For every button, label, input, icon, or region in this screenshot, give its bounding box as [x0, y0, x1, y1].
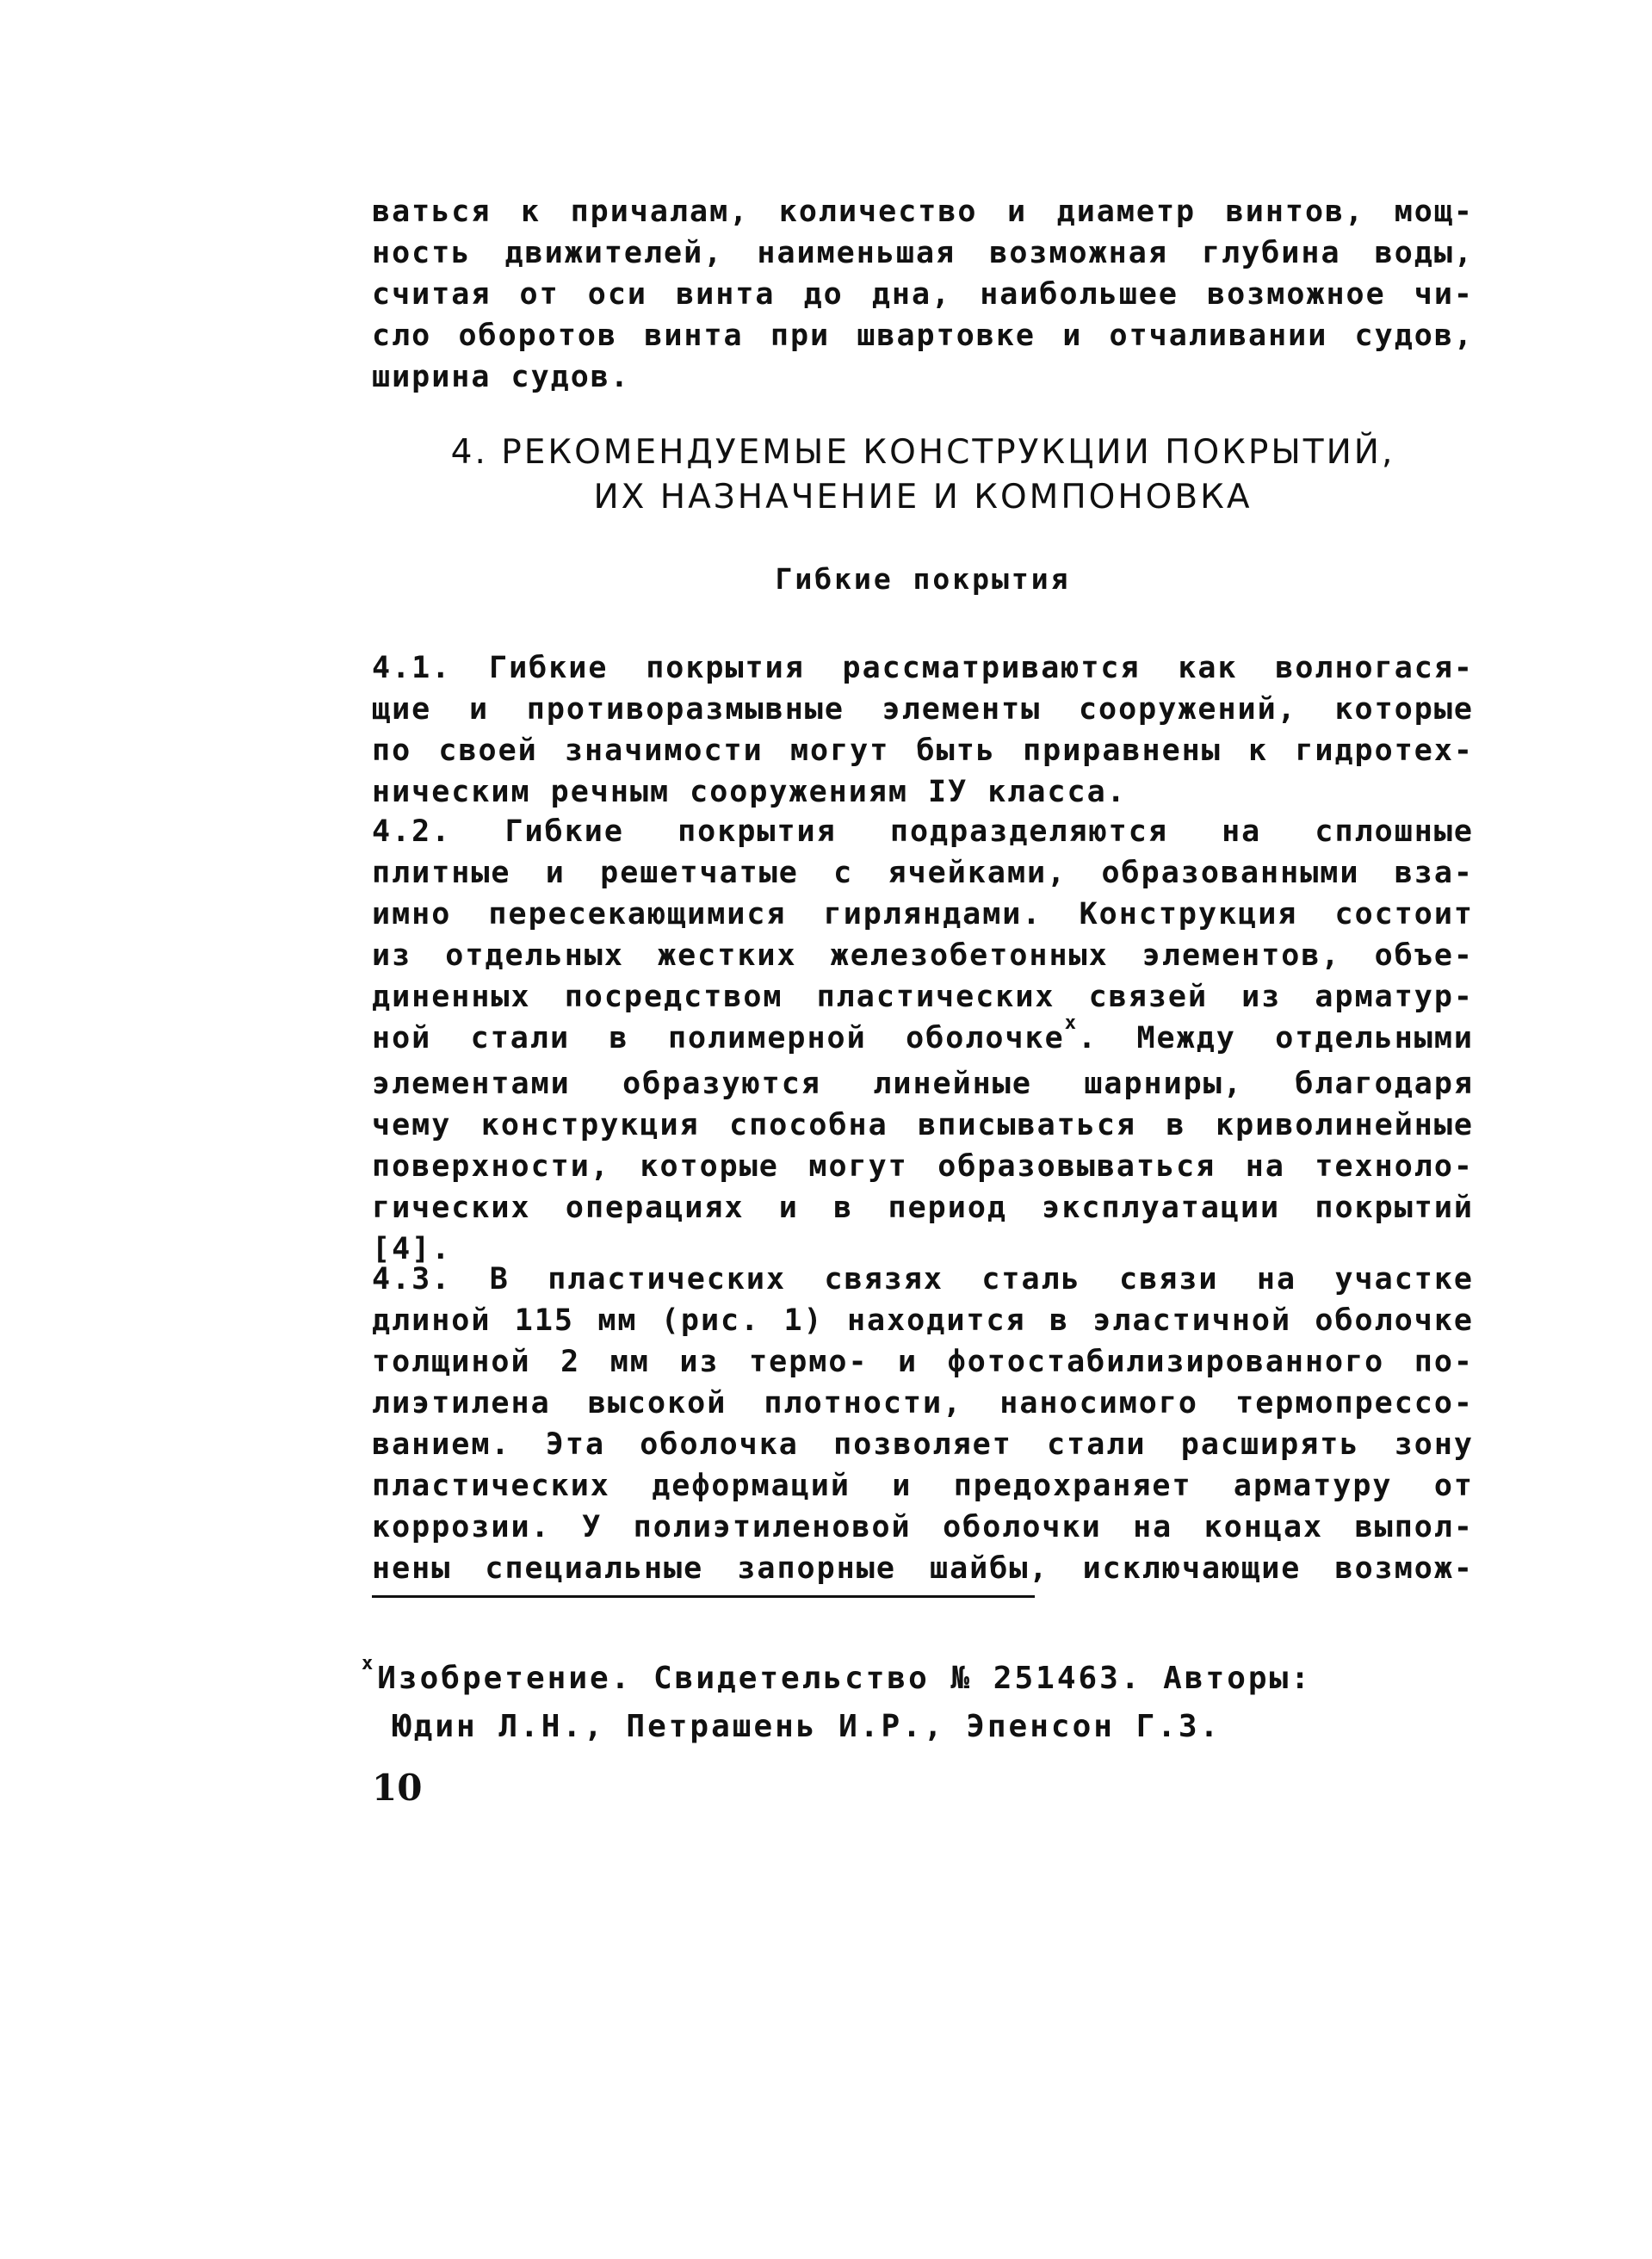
- text-line: [4].: [372, 1232, 452, 1266]
- text-line: чему конструкция способна вписываться в криволинейные: [372, 1108, 1474, 1142]
- text-line: гических операциях и в период эксплуатации покрытий: [372, 1191, 1474, 1225]
- subheading: Гибкие покрытия: [775, 562, 1071, 596]
- footnote: [362, 1640, 1395, 1751]
- text-line-with-footnote-marker: [372, 1012, 1475, 1063]
- text-line: 4.3. В пластических связях сталь связи на участке: [372, 1262, 1474, 1297]
- text-line: коррозии. У полиэтиленовой оболочки на концах выпол-: [372, 1510, 1474, 1544]
- page-number: 10: [372, 1767, 423, 1809]
- footnote-text: Изобретение. Свидетельство № 251463. Авторы:: [377, 1661, 1312, 1696]
- text-line: щие и противоразмывные элементы сооружений, которые: [372, 692, 1474, 727]
- paragraph-4-1: [372, 647, 1474, 813]
- intro-paragraph: [372, 191, 1474, 398]
- footnote-divider: [372, 1595, 1035, 1598]
- text-line: ваться к причалам, количество и диаметр винтов, мощ-: [372, 195, 1474, 229]
- text-line: элементами образуются линейные шарниры, благодаря: [372, 1067, 1474, 1101]
- footnote-line: Юдин Л.Н., Петрашень И.Р., Эпенсон Г.3.: [393, 1709, 1222, 1744]
- text-line: нены специальные запорные шайбы, исключающие возмож-: [372, 1551, 1474, 1586]
- section-heading-line: 4. РЕКОМЕНДУЕМЫЕ КОНСТРУКЦИИ ПОКРЫТИЙ,: [450, 433, 1395, 472]
- text-line: ническим речным сооружениям IУ класса.: [372, 775, 1127, 809]
- text-line: 4.1. Гибкие покрытия рассматриваются как волногася-: [372, 651, 1474, 685]
- text-line: ность движителей, наименьшая возможная глубина воды,: [372, 236, 1474, 270]
- text-line: 4.2. Гибкие покрытия подразделяются на сплошные: [372, 814, 1474, 849]
- text-line: ширина судов.: [372, 360, 630, 394]
- section-heading-line: ИХ НАЗНАЧЕНИЕ И КОМПОНОВКА: [593, 478, 1253, 517]
- footnote-marker: x: [1064, 1012, 1078, 1034]
- text-line: сло оборотов винта при швартовке и отчаливании судов,: [372, 319, 1474, 353]
- footnote-line: [362, 1640, 1395, 1703]
- paragraph-4-3: [372, 1259, 1474, 1589]
- text-line: поверхности, которые могут образовываться на техноло-: [372, 1149, 1474, 1184]
- text-line: длиной 115 мм (рис. 1) находится в эластичной оболочке: [372, 1303, 1474, 1338]
- text-line: диненных посредством пластических связей из арматур-: [372, 980, 1474, 1014]
- text-line: плитные и решетчатые с ячейками, образованными вза-: [372, 856, 1474, 890]
- text-line: толщиной 2 мм из термо- и фотостабилизированного по-: [372, 1345, 1474, 1379]
- text-fragment: ной стали в полимерной оболочке: [372, 1021, 1065, 1055]
- text-line: пластических деформаций и предохраняет арматуру от: [372, 1469, 1474, 1503]
- text-fragment: . Между отдельными: [1077, 1021, 1475, 1055]
- paragraph-4-2: [372, 811, 1474, 1270]
- text-line: считая от оси винта до дна, наибольшее возможное чи-: [372, 277, 1474, 312]
- section-heading: [372, 430, 1474, 520]
- footnote-mark: x: [362, 1653, 376, 1674]
- text-line: ванием. Эта оболочка позволяет стали расширять зону: [372, 1427, 1474, 1462]
- text-line: имно пересекающимися гирляндами. Конструкция состоит: [372, 897, 1474, 931]
- text-line: лиэтилена высокой плотности, наносимого термопрессо-: [372, 1386, 1474, 1420]
- text-line: по своей значимости могут быть приравнены к гидротех-: [372, 733, 1474, 768]
- text-line: из отдельных жестких железобетонных элементов, объе-: [372, 938, 1474, 973]
